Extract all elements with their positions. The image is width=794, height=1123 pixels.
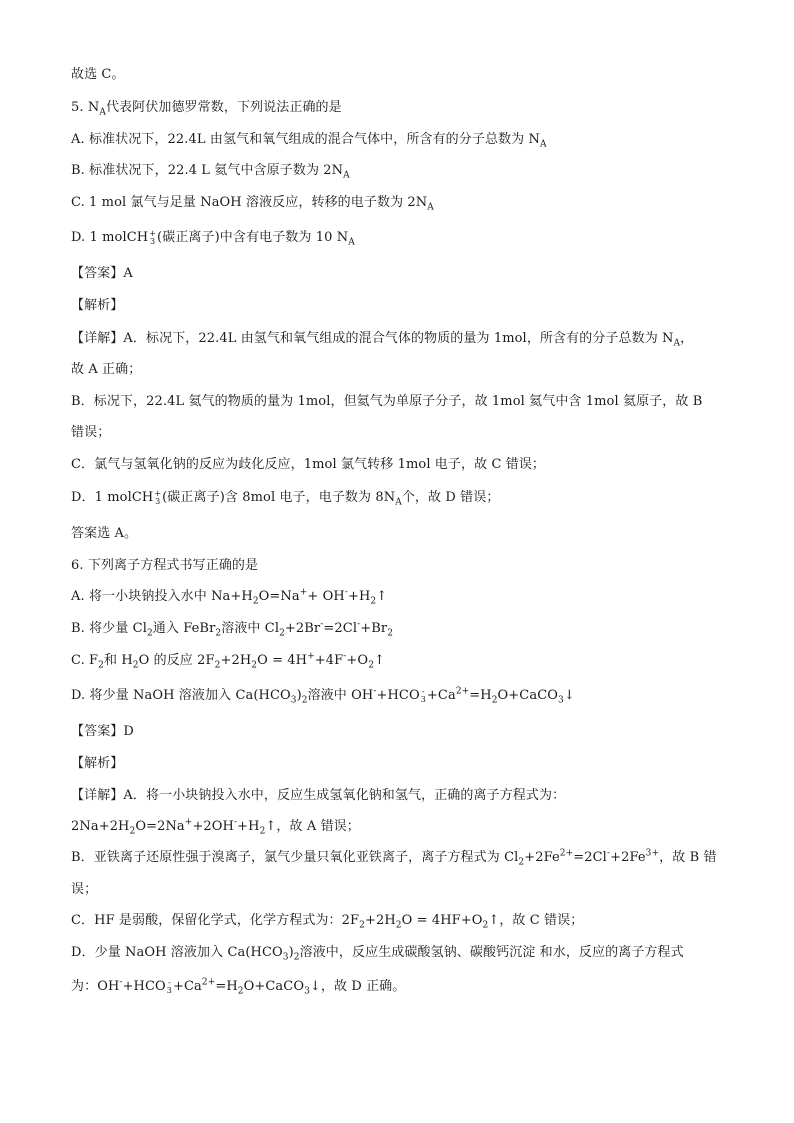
analysis-5-line: 【详解】A．标况下，22.4L 由氢气和氧气组成的混合气体的物质的量为 1mol，所含有的分子总数为 $N_A$， xyxy=(71,331,694,349)
analysis-6-line: D．少量 NaOH 溶液加入 $Ca(HCO_3)_2$溶液中，反应生成碳酸氢钠、碳酸钙沉淀 和水，反应的离子方程式 xyxy=(71,945,684,963)
analysis-6-heading: 【解析】 xyxy=(71,756,124,771)
analysis-5-line: D．1 molCH + 3 (碳正离子)含 8mol 电子，电子数为 $8N_A$个，故 D 错误； xyxy=(71,488,500,508)
analysis-5-line: B．标况下，22.4L 氦气的物质的量为 1mol，但氦气为单原子分子，故 1mol 氦气中含 1mol 氦原子，故 B xyxy=(71,394,703,409)
analysis-6-line: 【详解】A．将一小块钠投入水中，反应生成氢氧化钠和氢气，正确的离子方程式为： xyxy=(71,788,566,803)
analysis-5-conclusion: 答案选 A。 xyxy=(71,526,138,541)
question-6-stem: 6. 下列离子方程式书写正确的是 xyxy=(71,558,259,573)
question-6-option-b: B. 将少量 $Cl_2$通入 FeBr$_2$溶液中 $Cl_2+2Br^-=2Cl^-+Br_2$ xyxy=(71,619,394,639)
analysis-6-line: 误； xyxy=(71,882,98,897)
answer-5: 【答案】A xyxy=(71,266,133,281)
question-5-option-b: B. 标准状况下，22.4 L 氦气中含原子数为 $2N_A$ xyxy=(71,163,350,181)
question-5-option-a: A. 标准状况下，22.4L 由氢气和氧气组成的混合气体中，所含有的分子总数为 $N_A$ xyxy=(71,132,547,150)
question-6-option-a: A. 将一小块钠投入水中 $Na+H_2O=Na^++$ $OH^-+H_2↑$ xyxy=(71,587,388,607)
question-5-option-c: C. 1 mol 氯气与足量 NaOH 溶液反应，转移的电子数为 $2N_A$ xyxy=(71,195,434,213)
analysis-6-equation: $2Na+2H_2O=2Na^++2OH^-+H_2↑$，故 A 错误； xyxy=(71,817,360,837)
analysis-5-line: 故 A 正确； xyxy=(71,362,142,377)
answer-6: 【答案】D xyxy=(71,724,134,739)
question-5-stem: 5. $N_A$代表阿伏加德罗常数，下列说法正确的是 xyxy=(71,100,342,118)
analysis-6-line: C．HF 是弱酸，保留化学式，化学方程式为：$2F_2+2H_2O$ = $4HF+O_2↑$，故 C 错误； xyxy=(71,913,584,931)
question-6-option-d: D. 将少量 NaOH 溶液加入 $Ca(HCO_3)_2$溶液中 OH-+HCO - 3 $+Ca^{2+}=H_2O+CaCO_3↓$ xyxy=(71,686,575,706)
analysis-5-line: C．氯气与氢氧化钠的反应为歧化反应，1mol 氯气转移 1mol 电子，故 C 错误； xyxy=(71,457,546,472)
analysis-6-line: 为：OH-+HCO - 3 $+Ca^{2+}=H_2O+CaCO_3↓$，故 D 正确。 xyxy=(71,977,406,997)
question-5-option-d: D. 1 molCH + 3 (碳正离子)中含有电子数为 10 $N_A$ xyxy=(71,228,355,248)
text-line: 故选 C。 xyxy=(71,67,125,82)
question-6-option-c: C. $F_2$和 $H_2O$ 的反应 $2F_2+2H_2O$ = $4H^++4F^-+O_2↑$ xyxy=(71,651,386,671)
analysis-6-line: B．亚铁离子还原性强于溴离子，氯气少量只氧化亚铁离子，离子方程式为 $Cl_2+2Fe^{2+}=2Cl^-+2Fe^{3+}$，故 B 错 xyxy=(71,848,717,868)
analysis-5-heading: 【解析】 xyxy=(71,298,124,313)
analysis-5-line: 错误； xyxy=(71,425,111,440)
